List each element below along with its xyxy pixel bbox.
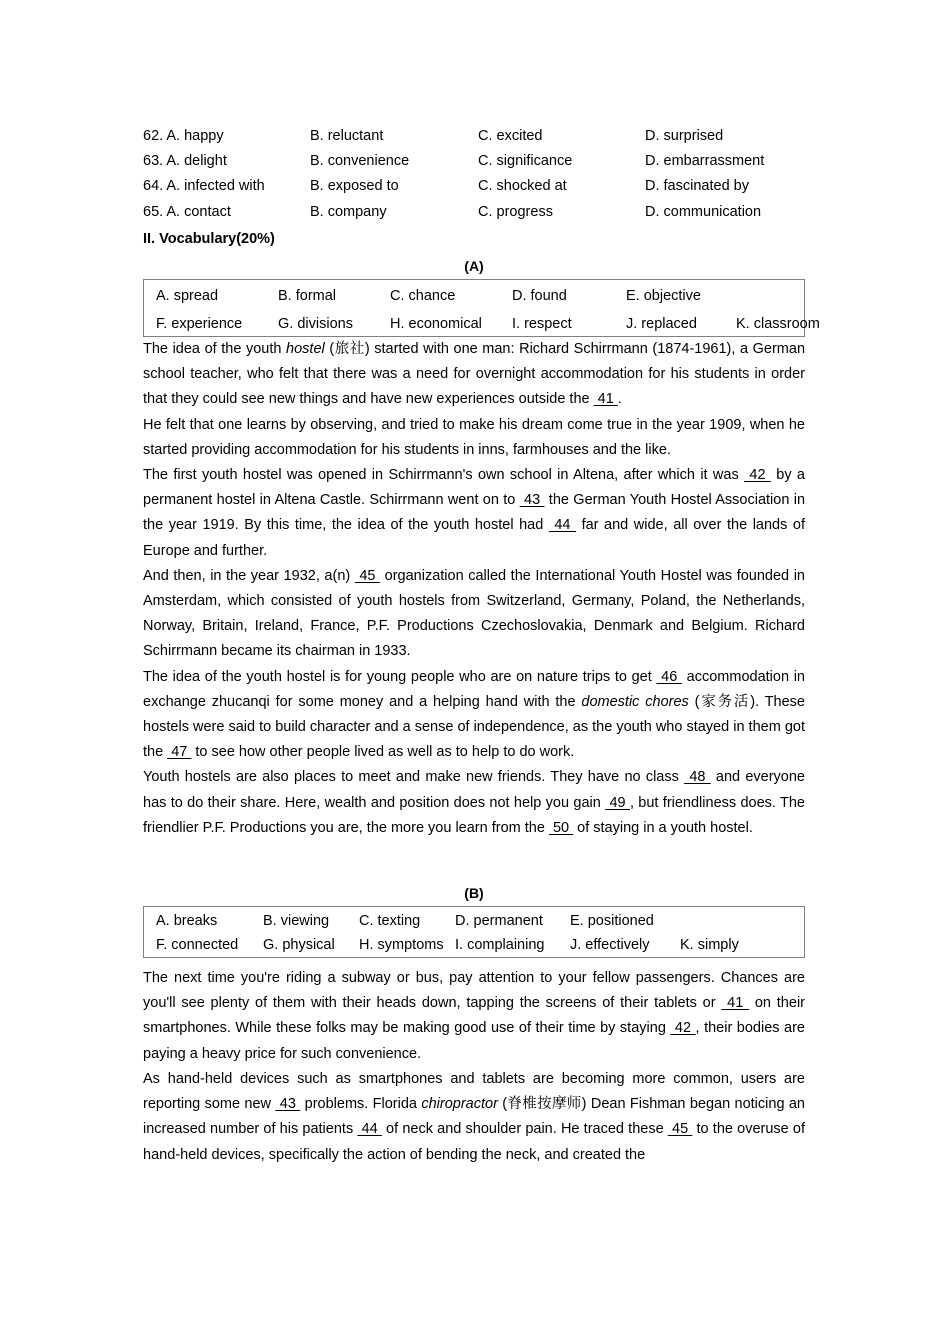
mc-option-c: C. shocked at	[478, 178, 567, 195]
answer-blank[interactable]: 41	[721, 995, 750, 1012]
wordbank-option: I. complaining	[455, 937, 545, 954]
paragraph	[143, 1067, 805, 1168]
wordbank-option: F. experience	[156, 316, 243, 333]
text-run: organization called the International Youth Hostel was founded in Amsterdam, which consisted of youth hostels from Switzerland, Germany, Poland, the Netherlands, Norway, Britain, Ireland, France, P.F. Productions Czechoslovakia, Denmark and Belgium. Richard Schirrmann became its chairman in 1933.	[143, 567, 805, 660]
text-run: on their smartphones. While these folks may be making good use of their time by staying	[143, 995, 805, 1037]
text-run: to the overuse of hand-held devices, specifically the action of bending the neck, and created the	[143, 1121, 805, 1163]
paragraph	[143, 413, 805, 463]
mc-option-a: 64. A. infected with	[143, 178, 265, 195]
multiple-choice-row	[143, 124, 805, 149]
wordbank-option: F. connected	[156, 937, 239, 954]
mc-option-c: C. progress	[478, 203, 553, 220]
wordbank-option: E. objective	[626, 288, 701, 305]
answer-blank[interactable]: 46	[656, 668, 682, 685]
mc-option-c: C. significance	[478, 153, 573, 170]
paragraph	[143, 337, 805, 413]
paragraph	[143, 765, 805, 841]
wordbank-option: H. symptoms	[359, 937, 444, 954]
passage-a-label: (A)	[464, 258, 484, 275]
text-run: (家务活). These hostels were said to build character and a sense of independence, as the youth who stayed in them got the	[143, 693, 805, 761]
wordbank-option: G. physical	[263, 937, 335, 954]
wordbank-option: J. replaced	[626, 316, 697, 333]
multiple-choice-row	[143, 200, 805, 225]
wordbank-option: H. economical	[390, 316, 482, 333]
wordbank-option: A. breaks	[156, 913, 218, 930]
mc-option-d: D. fascinated by	[645, 178, 749, 195]
multiple-choice-row	[143, 174, 805, 199]
answer-blank[interactable]: 42	[744, 467, 771, 484]
wordbank-option: D. found	[512, 288, 567, 305]
answer-blank[interactable]: 43	[519, 492, 545, 509]
passage-b-label: (B)	[464, 885, 484, 902]
text-run: accommodation in exchange zhucanqi for some money and a helping hand with the	[143, 668, 805, 710]
italic-term: chiropractor	[421, 1096, 498, 1113]
passage-a-body	[143, 337, 805, 841]
answer-blank[interactable]: 42	[670, 1020, 696, 1037]
mc-option-a: 63. A. delight	[143, 153, 227, 170]
wordbank-option: B. viewing	[263, 913, 330, 930]
mc-option-d: D. communication	[645, 203, 762, 220]
mc-option-d: D. embarrassment	[645, 153, 765, 170]
mc-option-b: B. company	[310, 203, 387, 220]
text-run: to see how other people lived as well as to help to do work.	[191, 744, 575, 761]
text-run: of staying in a youth hostel.	[573, 819, 753, 836]
text-run: The next time you're riding a subway or bus, pay attention to your fellow passengers. Chances are you'll see plenty of them with their heads down, tapping the screens of their tablets or	[143, 970, 805, 1012]
wordbank-option: E. positioned	[570, 913, 654, 930]
text-run: Youth hostels are also places to meet and make new friends. They have no class	[143, 769, 685, 786]
text-run: And then, in the year 1932, a(n)	[143, 567, 355, 584]
answer-blank[interactable]: 44	[548, 517, 577, 534]
wordbank-option: K. classroom	[736, 316, 820, 333]
mc-option-b: B. exposed to	[310, 178, 399, 195]
mc-option-a: 62. A. happy	[143, 128, 224, 144]
text-run: The idea of the youth	[143, 341, 287, 358]
paragraph	[143, 463, 805, 564]
wordbank-row	[144, 280, 804, 310]
mc-option-a: 65. A. contact	[143, 203, 231, 220]
wordbank-row	[144, 907, 804, 933]
wordbank-row	[144, 933, 804, 957]
paragraph	[143, 966, 805, 1067]
text-run: the German Youth Hostel Association in the year 1919. By this time, the idea of the youth hostel had	[143, 492, 806, 534]
wordbank-option: C. texting	[359, 913, 421, 930]
text-run: (脊椎按摩师) Dean Fishman began noticing an increased number of his patients	[143, 1096, 806, 1138]
wordbank-option: B. formal	[278, 288, 337, 305]
answer-blank[interactable]: 50	[548, 819, 574, 836]
mc-option-b: B. convenience	[310, 153, 410, 170]
wordbank-option: K. simply	[680, 937, 739, 954]
passage-a-wordbank	[143, 279, 820, 337]
passage-b-body	[143, 966, 805, 1168]
mc-option-d: D. surprised	[645, 128, 724, 144]
answer-blank[interactable]: 45	[667, 1121, 693, 1138]
passage-b-gap	[143, 958, 805, 966]
answer-blank[interactable]: 44	[357, 1121, 382, 1138]
multiple-choice-row	[143, 149, 805, 174]
text-run: and everyone has to do their share. Here, wealth and position does not help you gain	[143, 769, 806, 811]
text-run: of neck and shoulder pain. He traced these	[381, 1121, 668, 1138]
answer-blank[interactable]: 43	[275, 1096, 301, 1113]
text-run: far and wide, all over the lands of Europe and further.	[143, 517, 805, 559]
wordbank-option: J. effectively	[570, 937, 650, 954]
answer-blank[interactable]: 48	[684, 769, 711, 786]
wordbank-option: I. respect	[512, 316, 572, 333]
multiple-choice-block	[143, 124, 805, 225]
section-heading-vocabulary: II. Vocabulary(20%)	[143, 230, 275, 247]
text-run: (旅社) started with one man: Richard Schirrmann (1874-1961), a German school teacher, who felt that there was a need for overnight accommodation for his students in order that they could see new things and have new experiences outside the	[143, 341, 806, 408]
mc-option-c: C. excited	[478, 128, 543, 144]
italic-term: hostel	[286, 341, 325, 358]
text-run: , their bodies are paying a heavy price for such convenience.	[143, 1020, 805, 1062]
italic-term: domestic chores	[581, 693, 689, 710]
wordbank-option: C. chance	[390, 288, 456, 305]
wordbank-option: D. permanent	[455, 913, 543, 930]
text-run: by a permanent hostel in Altena Castle. Schirrmann went on to	[143, 467, 805, 509]
passage-b-wordbank	[143, 906, 805, 958]
wordbank-option: A. spread	[156, 288, 219, 305]
answer-blank[interactable]: 49	[605, 794, 630, 811]
text-run: The idea of the youth hostel is for young people who are on nature trips to get	[143, 668, 657, 685]
text-run: , but friendliness does. The friendlier P.F. Productions you are, the more you learn from the	[143, 794, 805, 836]
text-run: The first youth hostel was opened in Schirrmann's own school in Altena, after which it was	[143, 467, 745, 484]
answer-blank[interactable]: 45	[354, 567, 381, 584]
text-run: problems. Florida	[300, 1096, 422, 1113]
text-run: He felt that one learns by observing, and tried to make his dream come true in the year 1909, when he started providing accommodation for his students in inns, farmhouses and the like.	[143, 416, 805, 458]
text-run: As hand-held devices such as smartphones and tablets are becoming more common, users are reporting some new	[143, 1070, 805, 1113]
answer-blank[interactable]: 41	[593, 391, 618, 408]
passage-gap	[143, 841, 805, 879]
paragraph	[143, 665, 805, 766]
mc-option-b: B. reluctant	[310, 128, 384, 144]
wordbank-row	[144, 310, 820, 338]
page-content	[143, 124, 820, 1168]
paragraph	[143, 564, 805, 665]
answer-blank[interactable]: 47	[167, 744, 192, 761]
text-run: .	[617, 391, 622, 408]
wordbank-option: G. divisions	[278, 316, 353, 333]
